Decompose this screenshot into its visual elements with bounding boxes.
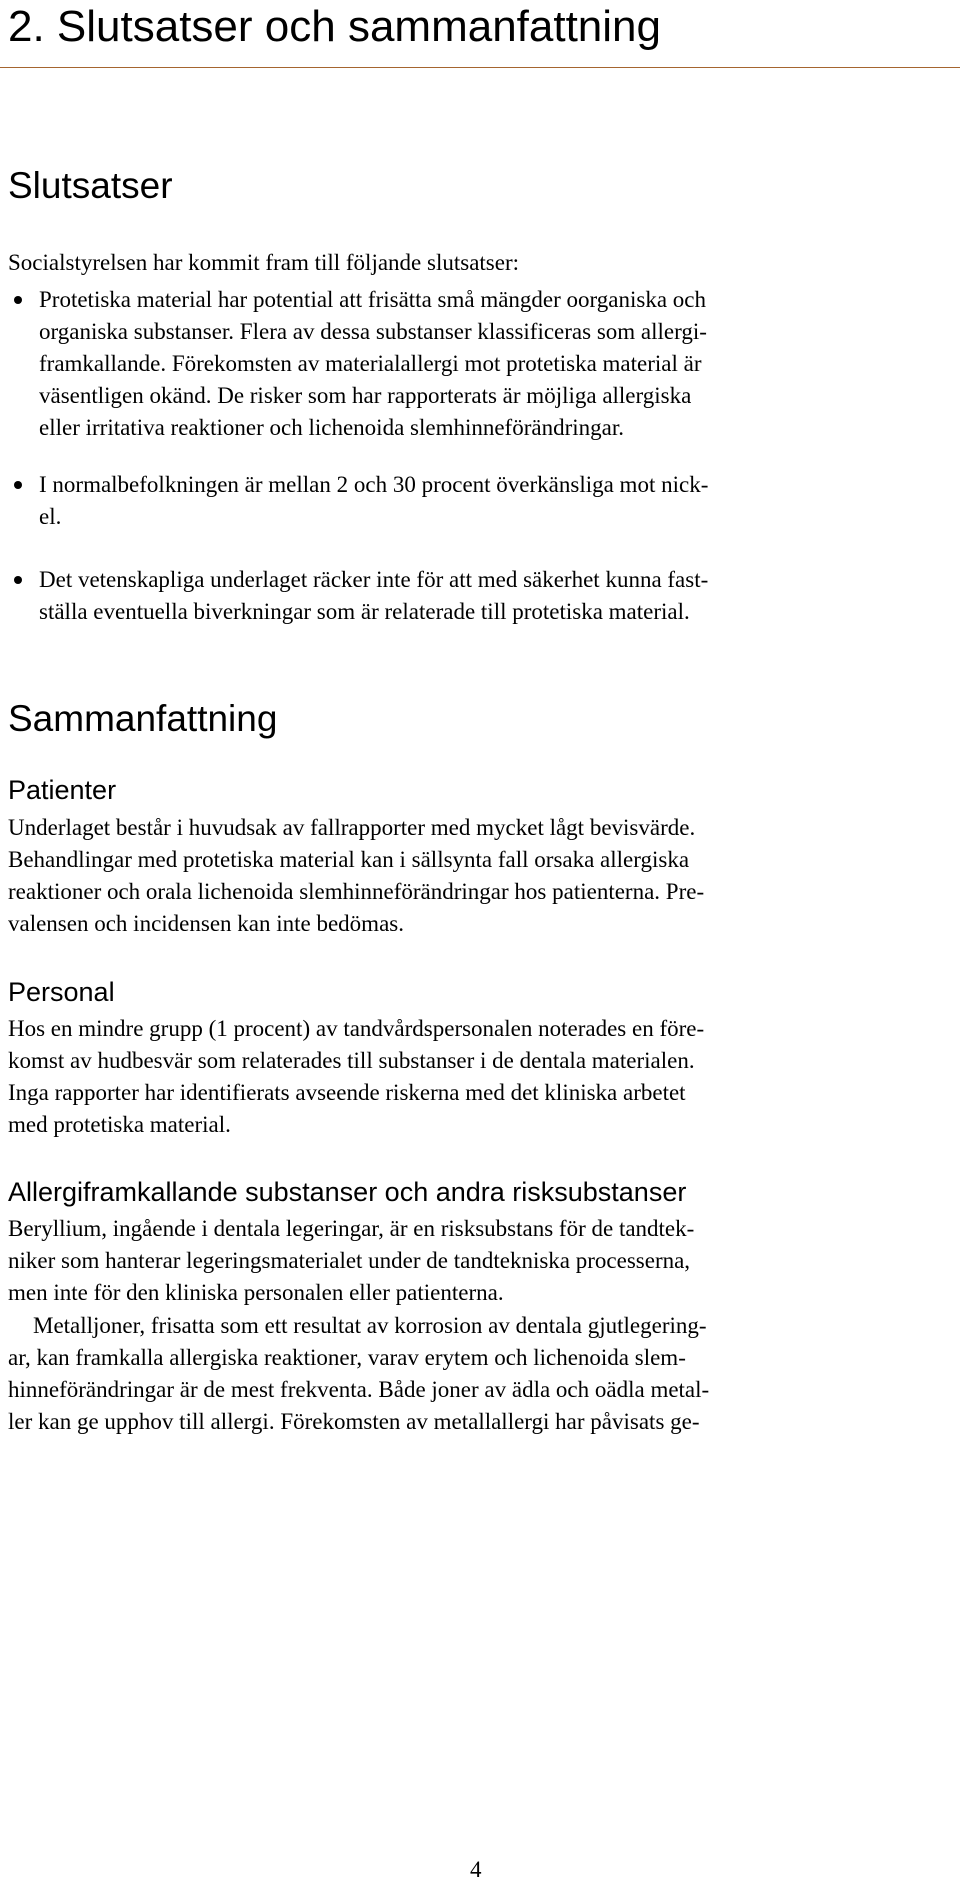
paragraph-line: komst av hudbesvär som relaterades till substanser i de dentala materialen. (8, 1048, 695, 1073)
chapter-title: 2. Slutsatser och sammanfattning (8, 2, 661, 51)
bullet-line: organiska substanser. Flera av dessa substanser klassificeras som allergi- (39, 319, 707, 344)
bullet-line: ställa eventuella biverkningar som är relaterade till protetiska material. (39, 599, 690, 624)
paragraph-line: Hos en mindre grupp (1 procent) av tandvårdspersonalen noterades en före- (8, 1016, 705, 1041)
chapter-title-rule (0, 67, 960, 68)
bullet-line: väsentligen okänd. De risker som har rapporterats är möjliga allergiska (39, 383, 692, 408)
bullet-line: el. (39, 504, 62, 529)
paragraph-line: Inga rapporter har identifierats avseende riskerna med det kliniska arbetet (8, 1080, 686, 1105)
bullet-icon (14, 576, 22, 584)
paragraph-line: men inte för den kliniska personalen eller patienterna. (8, 1280, 504, 1305)
bullet-line: eller irritativa reaktioner och lichenoida slemhinneförändringar. (39, 415, 624, 440)
bullet-line: framkallande. Förekomsten av materialallergi mot protetiska material är (39, 351, 702, 376)
paragraph-line: ler kan ge upphov till allergi. Förekomsten av metallallergi har påvisats ge- (8, 1409, 700, 1434)
paragraph-line: Metalljoner, frisatta som ett resultat av korrosion av dentala gjutlegering- (33, 1313, 707, 1338)
bullet-line: Det vetenskapliga underlaget räcker inte för att med säkerhet kunna fast- (39, 567, 709, 592)
allergi-heading: Allergiframkallande substanser och andra risksubstanser (8, 1177, 687, 1207)
bullet-icon (14, 296, 22, 304)
paragraph-line: ar, kan framkalla allergiska reaktioner, varav erytem och lichenoida slem- (8, 1345, 686, 1370)
bullet-item (8, 564, 958, 628)
bullet-text (39, 469, 708, 533)
paragraph-line: hinneförändringar är de mest frekventa. Både joner av ädla och oädla metal- (8, 1377, 710, 1402)
page-number: 4 (470, 1857, 482, 1882)
sammanfattning-heading: Sammanfattning (8, 698, 278, 739)
personal-paragraph (8, 1013, 704, 1141)
paragraph-line: Underlaget består i huvudsak av fallrapporter med mycket lågt bevisvärde. (8, 815, 696, 840)
bullet-item (8, 469, 958, 533)
bullet-line: Protetiska material har potential att frisätta små mängder oorganiska och (39, 287, 706, 312)
paragraph-line: Beryllium, ingående i dentala legeringar, är en risksubstans för de tandtek- (8, 1216, 695, 1241)
paragraph-line: valensen och incidensen kan inte bedömas. (8, 911, 404, 936)
bullet-text (39, 284, 707, 444)
patienter-heading: Patienter (8, 775, 117, 805)
bullet-icon (14, 481, 22, 489)
allergi-paragraph-2 (8, 1310, 709, 1438)
patienter-paragraph (8, 812, 704, 940)
allergi-paragraph-1 (8, 1213, 694, 1309)
paragraph-line: Behandlingar med protetiska material kan i sällsynta fall orsaka allergiska (8, 847, 690, 872)
paragraph-line: reaktioner och orala lichenoida slemhinneförändringar hos patienterna. Pre- (8, 879, 705, 904)
bullet-line: I normalbefolkningen är mellan 2 och 30 procent överkänsliga mot nick- (39, 472, 709, 497)
slutsatser-heading: Slutsatser (8, 165, 173, 206)
personal-heading: Personal (8, 977, 115, 1007)
bullet-item (8, 284, 958, 444)
bullet-text (39, 564, 708, 628)
paragraph-line: niker som hanterar legeringsmaterialet under de tandtekniska processerna, (8, 1248, 691, 1273)
paragraph-line: med protetiska material. (8, 1112, 231, 1137)
slutsatser-intro: Socialstyrelsen har kommit fram till följande slutsatser: (8, 250, 519, 275)
